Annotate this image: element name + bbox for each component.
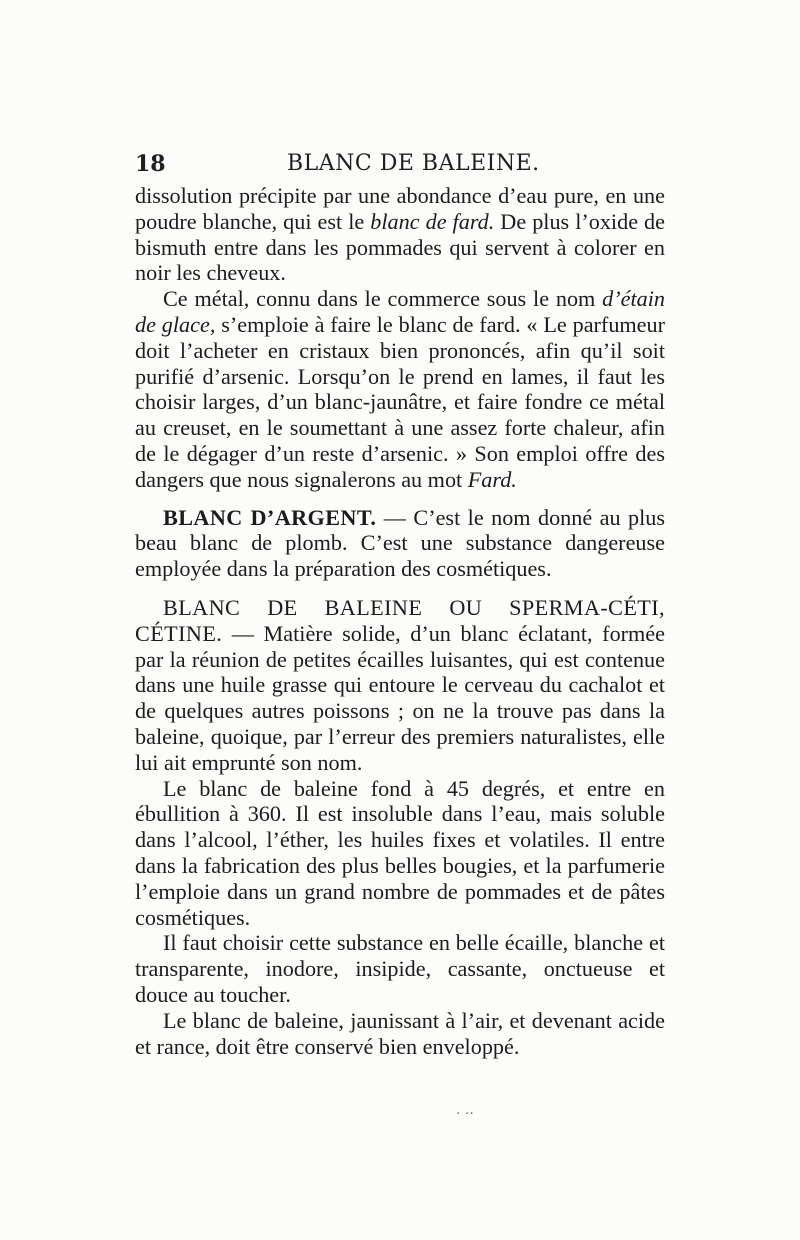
body-text — [135, 183, 665, 1059]
page-number: 18 — [135, 151, 166, 177]
paragraph-continuation: dissolution précipite par une abondance d’eau pure, en une poudre blanche, qui est le blanc de fard. De plus l’oxide de bismuth entre dans les pommades qui servent à colorer en noir les cheveux. — [135, 183, 666, 286]
running-title: BLANC DE BALEINE. — [287, 151, 540, 176]
paragraph-etain-de-glace: Ce métal, connu dans le commerce sous le nom d’étain de glace, s’emploie à faire le blanc de fard. « Le parfumeur doit l’acheter en cristaux bien prononcés, afin qu’il soit purifié d’arsenic. Lorsqu’on le prend en lames, il faut les choisir larges, d’un blanc-jaunâtre, et faire fondre ce métal au creuset, en le soumettant à une assez forte chaleur, afin de le dégager d’un reste d’arsenic. » Son emploi offre des dangers que nous signalerons au mot Fard. — [135, 286, 665, 492]
entry-heading-blanc-d-argent: BLANC D’ARGENT. — [163, 504, 377, 530]
entry-blanc-d-argent: BLANC D’ARGENT. — C’est le nom donné au plus beau blanc de plomb. C’est une substance dangereuse employée dans la préparation des cosmétiques. — [135, 504, 666, 582]
entry-blanc-de-baleine: BLANC DE BALEINE OU SPERMA-CÉTI, CÉTINE. — Matière solide, d’un blanc éclatant, formée par la réunion de petites écailles luisantes, qui est contenue dans une huile grasse qui entoure le cerveau du cachalot et de quelques autres poissons ; on ne la trouve pas dans la baleine, quoique, par l’erreur des premiers naturalistes, elle lui ait emprunté son nom. — [135, 594, 666, 775]
print-speck: · ·· — [456, 1106, 474, 1122]
entry-heading-blanc-de-baleine: BLANC DE BALEINE OU SPERMA-CÉTI, CÉTINE. — [135, 594, 665, 646]
page-header — [135, 145, 665, 179]
paragraph-conservation: Le blanc de baleine, jaunissant à l’air, et devenant acide et rance, doit être conservé bien enveloppé. — [135, 1007, 665, 1059]
paragraph-fusion: Le blanc de baleine fond à 45 degrés, et entre en ébullition à 360. Il est insoluble dans l’eau, mais soluble dans l’alcool, l’éther, les huiles fixes et volatiles. Il entre dans la fabrication des plus belles bougies, et la parfumerie l’emploie dans un grand nombre de pommades et de pâtes cosmétiques. — [135, 775, 665, 930]
paragraph-choix: Il faut choisir cette substance en belle écaille, blanche et transparente, inodore, insipide, cassante, onctueuse et douce au toucher. — [135, 930, 665, 1007]
